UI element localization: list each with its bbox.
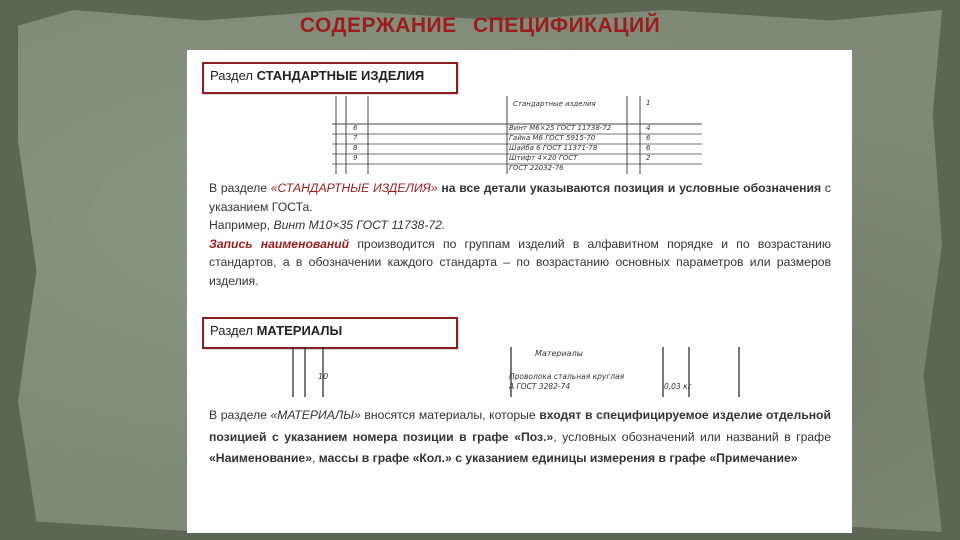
content-sheet (187, 50, 852, 533)
emphasis: «СТАНДАРТНЫЕ ИЗДЕЛИЯ» (270, 181, 438, 195)
row-name: Шайба 6 ГОСТ 11371-78 (509, 144, 598, 152)
row-pos: 6 (353, 124, 358, 132)
example-text: Винт М10×35 ГОСТ 11738-72. (273, 218, 446, 232)
standard-items-text (209, 179, 831, 290)
section-prefix: Раздел (210, 323, 257, 338)
row-qty: 2 (646, 154, 651, 162)
row-pos: 8 (353, 144, 358, 152)
table-header: Стандартные изделия (513, 100, 596, 108)
section-name: СТАНДАРТНЫЕ ИЗДЕЛИЯ (256, 68, 425, 83)
text: вносятся материалы, которые (360, 408, 540, 422)
emphasis: Запись наименований (209, 236, 350, 251)
section-name: МАТЕРИАЛЫ (256, 323, 343, 338)
emphasis: «МАТЕРИАЛЫ» (270, 408, 361, 422)
materials-text (209, 405, 831, 470)
materials-header: Материалы (535, 349, 583, 358)
materials-name: А ГОСТ 3282-74 (509, 382, 571, 391)
text: с указанием ГОСТа. (209, 181, 831, 214)
row-pos: 7 (353, 134, 358, 142)
text: массы в графе «Кол.» с указанием единицы измерения в графе «Примечание» (318, 451, 798, 465)
table-header-num: 1 (646, 99, 651, 107)
materials-qty: 0,03 кг (664, 382, 692, 391)
text: на все детали указываются позиция и условные обозначения (437, 181, 822, 195)
row-qty: 6 (646, 144, 651, 152)
row-qty: 4 (646, 124, 651, 132)
materials-name: Проволока стальная круглая (509, 372, 625, 381)
row-name: Гайка М6 ГОСТ 5915-70 (509, 134, 596, 142)
row-qty: 6 (646, 134, 651, 142)
text: В разделе (209, 408, 271, 422)
section-box-standard-items (202, 62, 458, 94)
section-prefix: Раздел (210, 68, 257, 83)
text: Например, (209, 218, 274, 232)
row-pos: 9 (353, 154, 358, 162)
text: , условных обозначений или названий в графе (553, 429, 831, 444)
section-box-materials (202, 317, 458, 349)
text: , (311, 451, 319, 465)
row-name: Штифт 4×20 ГОСТ (509, 154, 578, 162)
text: производится по группам изделий в алфавитном порядке и по возрастанию стандартов, а в обозначении каждого стандарта – по возрастанию основных параметров или размеров изделия. (209, 236, 831, 288)
row-name: ГОСТ 22032-76 (509, 164, 564, 172)
page-title: СОДЕРЖАНИЕ СПЕЦИФИКАЦИЙ (299, 14, 661, 37)
row-name: Винт М6×25 ГОСТ 11738-72 (509, 124, 612, 132)
text: входят в специфицируемое изделие отдельной позицией с указанием номера позиции в графе «Поз.» (209, 408, 831, 444)
text: В разделе (209, 181, 271, 195)
materials-pos: 10 (318, 372, 329, 381)
text: «Наименование» (209, 451, 312, 465)
